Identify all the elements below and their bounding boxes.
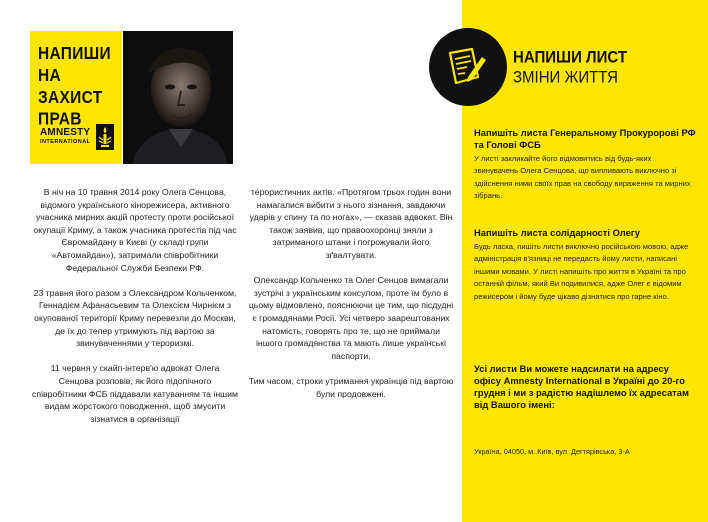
- logo-title-line: ПРАВ: [38, 109, 82, 130]
- paragraph: Олександр Кольченко та Олег Сенцов вимагали зустрічі з українським консулом, проте їм було в цьому відмовлено, пояснюючи це тим, що пісдудні є громадянами Росії. Усі четверо заарештованих натомість, говорять про те, що не приймали іншого громадянства та мають лише українські паспорти.: [248, 275, 454, 361]
- candle-icon: [96, 124, 114, 150]
- article-column-1: [32, 186, 238, 438]
- instruction-section-prosecutor: [474, 127, 696, 203]
- portrait-photo: [123, 31, 233, 164]
- badge-subtitle: ЗМІНИ ЖИТТЯ: [513, 68, 618, 87]
- brand-name: AMNESTY: [40, 127, 91, 138]
- instruction-section-solidarity: [474, 227, 696, 303]
- logo-title-line: НАПИШИ: [38, 44, 111, 64]
- paragraph: В ніч на 10 травня 2014 року Олега Сенцова, відомого українського кінорежисера, активного учасника мирних акцій протесту проти російської окупації Криму, а також учасника протестів під час Євромайдану в Києві (у складі групи «Автомайдан»), затримали співробітники Федеральної Служби Безпеки РФ.: [33, 187, 237, 273]
- paragraph: 11 червня у скайп-інтерв'ю адвокат Олега Сенцова розповів, як його підопічного співробітники ФСБ піддавали катуванням та іншим видам жорстокого поводження, щоб змусити зізнатися в організації: [32, 363, 238, 424]
- section-body: У листі закликайте його відмовитись від будь-яких звинувачень Олега Сенцова, що випливають виключно зі здійснення ними своїх прав на свободу вираження та мирних зібрань.: [474, 154, 691, 201]
- section-body: Будь ласка, пишіть листи виключно російською мовою, адже адміністрація в'язниці не передасть йому листи, написані іншими мовами. У листі напишіть про життя в Україні та про останній фільм, який Ви подивилися, адже Олег є відомим режисером і йому буде цікаво дізнатися про гарне кіно.: [474, 242, 689, 301]
- brand-sub: INTERNATIONAL: [40, 139, 91, 145]
- pen-paper-icon: [446, 47, 488, 87]
- paragraph: 23 травня його разом з Олександром Кольченком, Геннадієм Афанасьевим та Олексієм Чирнієм з окупованої території Криму перевезли до Москви, де їх до тепер утримують під вартою за звинуваченнями у тероризмі.: [33, 287, 237, 349]
- paragraph: терористичних актів. «Протягом трьох годин вони намагалися вибити з нього зізнання, завдаючи ударів у спину та по ногах», — сказав адвокат. Він також заявив, що правоохоронці зняли з затриманого штани і погрожували його зґвалтувати.: [249, 187, 453, 260]
- campaign-logo: [30, 31, 122, 164]
- logo-title: [38, 43, 120, 130]
- section-heading: Напишіть листа солідарності Олегу: [474, 227, 640, 238]
- section-heading: Напишіть листа Генеральному Прокуророві РФ та Голові ФСБ: [474, 127, 696, 150]
- article-column-2: [248, 186, 454, 413]
- paragraph: Тим часом, строки утримання українців під вартою були продовжені.: [248, 375, 454, 399]
- logo-title-line: НА ЗАХИСТ: [38, 66, 103, 108]
- portrait-illustration: [123, 31, 233, 164]
- mailing-address: Україна, 04050, м. Київ, вул. Дегтярівська, 3-А: [474, 447, 630, 456]
- instruction-section-address: [474, 363, 696, 411]
- section-heading: Усі листи Ви можете надсилати на адресу офісу Amnesty International в Україні до 20-го грудня і ми з радістю надішлемо їх адресатам від Вашого імені:: [474, 363, 689, 410]
- badge-title: НАПИШИ ЛИСТ: [513, 48, 627, 67]
